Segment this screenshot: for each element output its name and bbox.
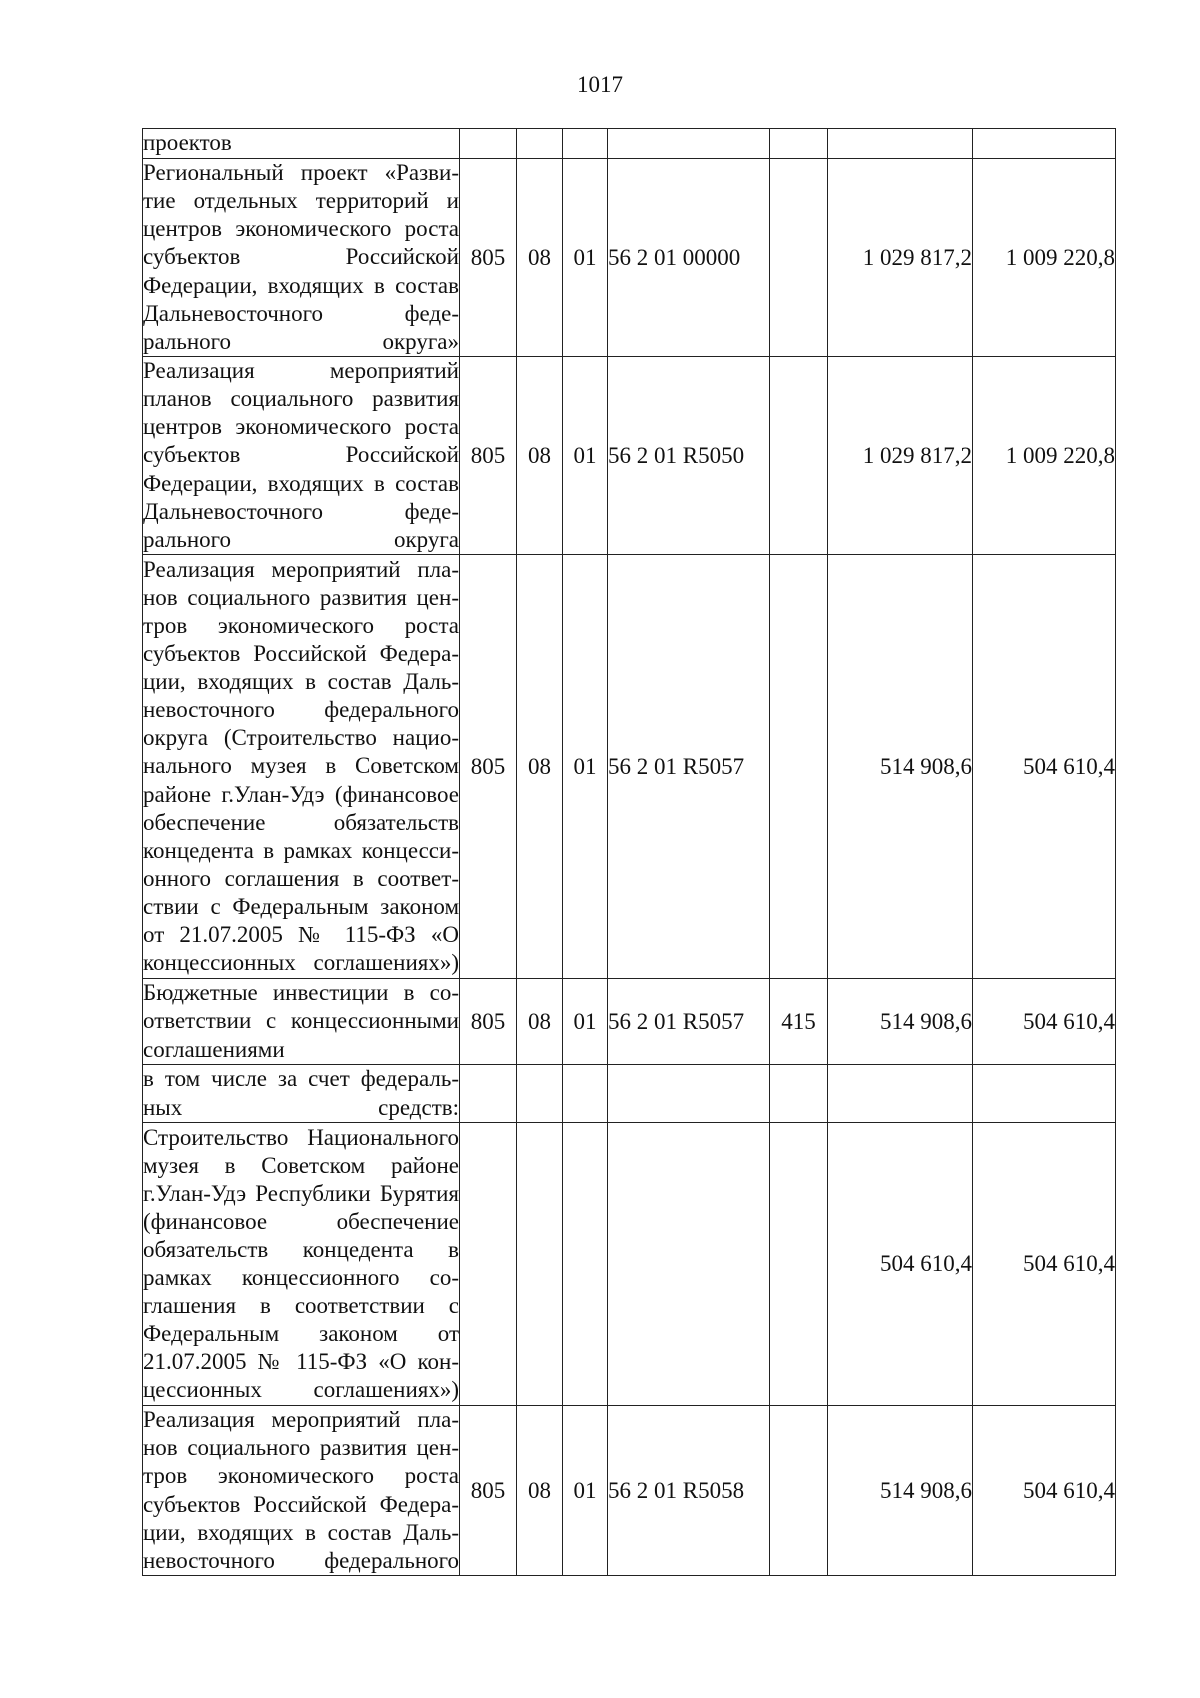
- row-amount-year1: [828, 1065, 973, 1123]
- row-description: Бюджетные инвестиции в соответствии с концессионными соглашениями: [143, 979, 460, 1065]
- row-target-code: 56 2 01 R5057: [608, 979, 770, 1065]
- row-subsection: [563, 1065, 608, 1123]
- row-description: проектов: [143, 129, 460, 159]
- row-subsection: [563, 129, 608, 159]
- row-expense-type: [770, 1123, 828, 1406]
- row-amount-year2: 504 610,4: [973, 555, 1116, 979]
- table-row: [143, 1123, 1116, 1406]
- row-amount-year2: 504 610,4: [973, 1123, 1116, 1406]
- row-section: 08: [517, 1406, 563, 1576]
- row-subsection: 01: [563, 159, 608, 357]
- table-row: [143, 979, 1116, 1065]
- row-amount-year2: [973, 129, 1116, 159]
- row-expense-type: [770, 357, 828, 555]
- row-target-code: 56 2 01 R5058: [608, 1406, 770, 1576]
- row-section: [517, 1123, 563, 1406]
- row-target-code: [608, 1065, 770, 1123]
- row-expense-type: [770, 555, 828, 979]
- row-amount-year2: 1 009 220,8: [973, 159, 1116, 357]
- budget-table: [142, 128, 1116, 1576]
- row-agency-code: 805: [460, 1406, 517, 1576]
- row-amount-year2: 504 610,4: [973, 979, 1116, 1065]
- table-row: [143, 357, 1116, 555]
- row-target-code: 56 2 01 R5057: [608, 555, 770, 979]
- row-section: 08: [517, 159, 563, 357]
- row-agency-code: 805: [460, 357, 517, 555]
- row-target-code: 56 2 01 00000: [608, 159, 770, 357]
- row-expense-type: 415: [770, 979, 828, 1065]
- row-section: 08: [517, 555, 563, 979]
- row-target-code: 56 2 01 R5050: [608, 357, 770, 555]
- row-amount-year1: 514 908,6: [828, 1406, 973, 1576]
- row-expense-type: [770, 159, 828, 357]
- row-expense-type: [770, 129, 828, 159]
- table-row: [143, 159, 1116, 357]
- row-amount-year1: 504 610,4: [828, 1123, 973, 1406]
- row-description: Реализация мероприятий планов социального развития центров экономического роста субъектов Российской Федерации, входящих в состав Дальневосточного федерального округа: [143, 357, 460, 555]
- row-agency-code: 805: [460, 159, 517, 357]
- row-subsection: 01: [563, 1406, 608, 1576]
- table-row: [143, 129, 1116, 159]
- row-subsection: 01: [563, 979, 608, 1065]
- row-amount-year1: 1 029 817,2: [828, 357, 973, 555]
- row-agency-code: [460, 1123, 517, 1406]
- row-amount-year1: 514 908,6: [828, 979, 973, 1065]
- row-description: Строительство Национального музея в Советском районе г.Улан-Удэ Республики Бурятия (финансовое обеспечение обязательств концедента в рамках концессионного соглашения в соответствии с Федеральным законом от 21.07.2005 № 115-ФЗ «О концессионных соглашениях»): [143, 1123, 460, 1406]
- row-description: в том числе за счет федеральных средств:: [143, 1065, 460, 1123]
- row-agency-code: 805: [460, 555, 517, 979]
- row-agency-code: 805: [460, 979, 517, 1065]
- row-amount-year2: 1 009 220,8: [973, 357, 1116, 555]
- row-expense-type: [770, 1406, 828, 1576]
- row-amount-year1: 1 029 817,2: [828, 159, 973, 357]
- row-amount-year1: 514 908,6: [828, 555, 973, 979]
- row-amount-year2: [973, 1065, 1116, 1123]
- row-section: [517, 1065, 563, 1123]
- table-row: [143, 1406, 1116, 1576]
- row-section: [517, 129, 563, 159]
- page-number: 1017: [577, 72, 623, 97]
- row-subsection: 01: [563, 555, 608, 979]
- row-section: 08: [517, 979, 563, 1065]
- row-description: Реализация мероприятий планов социального развития центров экономического роста субъектов Российской Федерации, входящих в состав Дальневосточного федерального: [143, 1406, 460, 1576]
- row-description: Региональный проект «Развитие отдельных территорий и центров экономического роста субъектов Российской Федерации, входящих в состав Дальневосточного федерального округа»: [143, 159, 460, 357]
- row-agency-code: [460, 129, 517, 159]
- row-subsection: [563, 1123, 608, 1406]
- row-amount-year1: [828, 129, 973, 159]
- row-subsection: 01: [563, 357, 608, 555]
- row-target-code: [608, 1123, 770, 1406]
- row-agency-code: [460, 1065, 517, 1123]
- row-amount-year2: 504 610,4: [973, 1406, 1116, 1576]
- row-description: Реализация мероприятий планов социального развития центров экономического роста субъектов Российской Федерации, входящих в состав Дальневосточного федерального округа (Строительство национального музея в Советском районе г.Улан-Удэ (финансовое обеспечение обязательств концедента в рамках концессионного соглашения в соответствии с Федеральным законом от 21.07.2005 № 115-ФЗ «О концессионных соглашениях»): [143, 555, 460, 979]
- row-target-code: [608, 129, 770, 159]
- row-expense-type: [770, 1065, 828, 1123]
- table-row: [143, 1065, 1116, 1123]
- row-section: 08: [517, 357, 563, 555]
- table-row: [143, 555, 1116, 979]
